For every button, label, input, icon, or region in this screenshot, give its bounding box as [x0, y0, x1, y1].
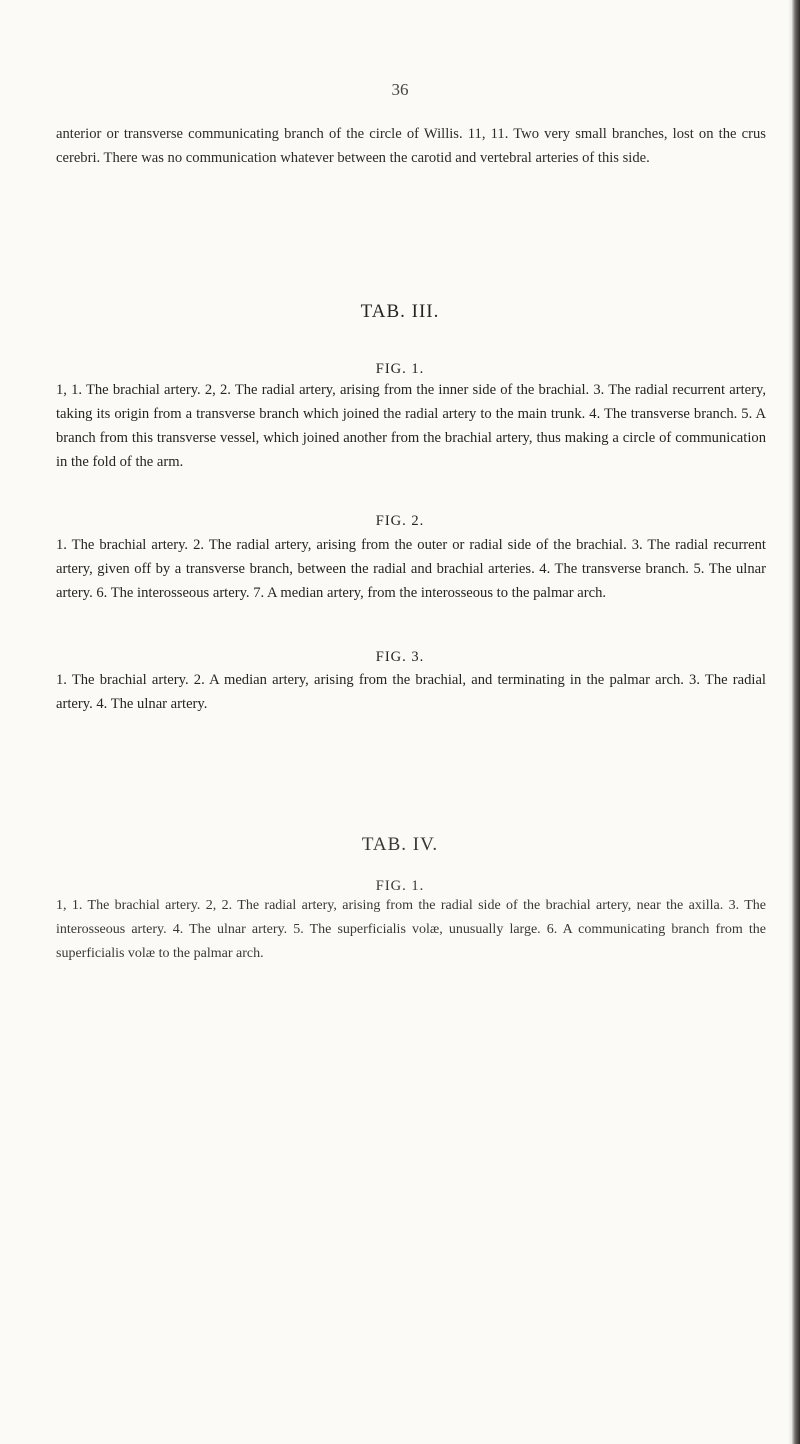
tab-iv-fig-1-text: 1, 1. The brachial artery. 2, 2. The radial artery, arising from the radial side of the brachial artery, near the axilla. 3. The interosseous artery. 4. The ulnar artery. 5. The superficialis volæ, unusually large. 6. A communicating branch from the superficialis volæ to the palmar arch. — [56, 898, 766, 961]
tab-iv-fig-1-heading: FIG. 1. — [375, 878, 425, 894]
tab-iii-fig-1-text: 1, 1. The brachial artery. 2, 2. The radial artery, arising from the inner side of the brachial. 3. The radial recurrent artery, taking its origin from a transverse branch which joined the radial artery to the main trunk. 4. The transverse branch. 5. A branch from this transverse vessel, which joined another from the brachial artery, thus making a circle of communication in the fold of the arm. — [56, 382, 766, 470]
tab-iii-title: TAB. III. — [360, 301, 440, 322]
tab-iii-fig-3-text: 1. The brachial artery. 2. A median artery, arising from the brachial, and terminating in the palmar arch. 3. The radial artery. 4. The ulnar artery. — [56, 672, 766, 712]
tab-iii-fig-3-heading: FIG. 3. — [375, 649, 425, 665]
tab-iii-fig-1-heading: FIG. 1. — [375, 361, 425, 377]
tab-iv-title: TAB. IV. — [361, 834, 439, 855]
page-number: 36 — [391, 80, 409, 99]
tab-iii-fig-2-heading: FIG. 2. — [375, 513, 425, 529]
book-binding-edge — [792, 0, 800, 1444]
intro-paragraph: anterior or transverse communicating branch of the circle of Willis. 11, 11. Two very small branches, lost on the crus cerebri. There was no communication whatever between the carotid and vertebral arteries of this side. — [56, 126, 766, 166]
tab-iii-fig-2-text: 1. The brachial artery. 2. The radial artery, arising from the outer or radial side of the brachial. 3. The radial recurrent artery, given off by a transverse branch, between the radial and brachial arteries. 4. The transverse branch. 5. The ulnar artery. 6. The interosseous artery. 7. A median artery, from the interosseous to the palmar arch. — [56, 537, 766, 601]
